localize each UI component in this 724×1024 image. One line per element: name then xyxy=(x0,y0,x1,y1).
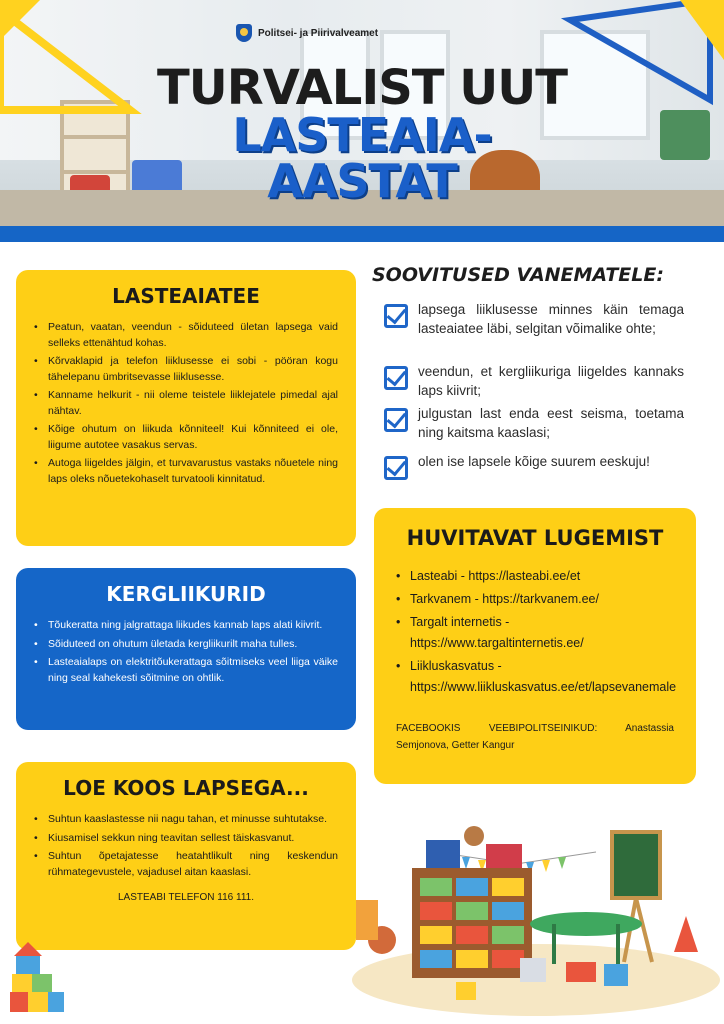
toy-blocks-icon xyxy=(8,938,68,1018)
page-title-line2 xyxy=(0,108,724,208)
recommendation-item xyxy=(384,404,684,442)
header-divider xyxy=(0,226,724,242)
page-title-line2-text: LASTEAIA- xyxy=(232,108,492,162)
helpline-phone: LASTEABI TELEFON 116 111. xyxy=(118,892,254,903)
list-item: • Sõiduteed on ohutum ületada kergliikurilt maha tulles. xyxy=(34,637,338,653)
card-lasteaiatee xyxy=(16,270,356,546)
card-heading: KERGLIIKURID xyxy=(106,582,266,606)
header-banner xyxy=(0,0,724,228)
recommendation-text: lapsega liiklusesse minnes käin temaga lasteaiatee läbi, selgitan võimalike ohte; xyxy=(418,302,684,336)
recommendation-item xyxy=(384,452,684,480)
facebook-contacts: FACEBOOKIS VEEBIPOLITSEINIKUD: Anastassia Semjonova, Getter Kangur xyxy=(396,723,674,751)
checkbox-check-icon xyxy=(384,456,408,480)
card-list xyxy=(34,320,338,487)
police-shield-icon xyxy=(236,24,252,42)
recommendations-heading: SOOVITUSED VANEMATELE: xyxy=(372,264,664,286)
list-item: • Kanname helkurit - nii oleme teistele liiklejatele pimedal ajal nähtav. xyxy=(34,388,338,419)
list-item: • Kõige ohutum on liikuda kõnniteel! Kui kõnniteed ei ole, liigume autotee vasakus servas. xyxy=(34,422,338,453)
recommendation-item xyxy=(384,300,684,338)
list-item: • Peatun, vaatan, veendun - sõiduteed ületan lapsega vaid selleks ettenähtud kohas. xyxy=(34,320,338,351)
card-heading: LASTEAIATEE xyxy=(112,284,260,308)
agency-name: Politsei- ja Piirivalveamet xyxy=(258,27,379,39)
list-item: • Tõukeratta ning jalgrattaga liikudes kannab laps alati kiivrit. xyxy=(34,618,338,634)
list-item: • Suhtun kaaslastesse nii nagu tahan, et minusse suhtutakse. xyxy=(34,812,338,828)
checkbox-check-icon xyxy=(384,366,408,390)
recommendation-item xyxy=(384,362,684,400)
recommendation-text: veendun, et kergliikuriga liigeldes kannaks laps kiivrit; xyxy=(418,364,684,398)
list-item: • Kiusamisel sekkun ning teavitan sellest täiskasvanut. xyxy=(34,831,338,847)
recommendation-text: olen ise lapsele kõige suurem eeskuju! xyxy=(418,454,650,469)
card-heading: HUVITAVAT LUGEMIST xyxy=(406,526,664,550)
page-title-line3-text: AASTAT xyxy=(267,154,457,208)
list-item: • Autoga liigeldes jälgin, et turvavarustus vastaks nõuetele ning laps oleks nõuetekohaselt turvatooli kinnitatud. xyxy=(34,456,338,487)
reading-link[interactable]: • Lasteabi - https://lasteabi.ee/et xyxy=(396,566,674,587)
agency-logo xyxy=(236,24,378,42)
card-list xyxy=(34,812,338,880)
reading-link[interactable]: • Liikluskasvatus - https://www.liikluskasvatus.ee/et/lapsevanemale xyxy=(396,656,674,698)
card-loe-koos-lapsega xyxy=(16,762,356,950)
card-huvitavat-lugemist xyxy=(374,508,696,784)
list-item: • Lasteaialaps on elektritõukerattaga sõitmiseks veel liiga väike ning seal kahekesti sõitmine on ohtlik. xyxy=(34,655,338,686)
classroom-illustration-icon xyxy=(336,812,720,1018)
reading-links-list xyxy=(396,566,677,698)
recommendation-text: julgustan last enda eest seisma, toetama ning kaitsma kaaslasi; xyxy=(418,406,684,440)
card-list xyxy=(34,618,338,686)
checkbox-check-icon xyxy=(384,408,408,432)
card-kergliikurid xyxy=(16,568,356,730)
reading-link[interactable]: • Targalt internetis - https://www.targaltinternetis.ee/ xyxy=(396,612,674,654)
reading-link[interactable]: • Tarkvanem - https://tarkvanem.ee/ xyxy=(396,589,674,610)
list-item: • Kõrvaklapid ja telefon liiklusesse ei sobi - pööran kogu tähelepanu ümbritsevasse liiklusesse. xyxy=(34,354,338,385)
checkbox-check-icon xyxy=(384,304,408,328)
list-item: • Suhtun õpetajatesse heatahtlikult ning keskendun rühmategevustele, vajadusel aitan kaaslasi. xyxy=(34,849,338,880)
page-title-line1: TURVALIST UUT xyxy=(157,60,567,116)
card-heading: LOE KOOS LAPSEGA... xyxy=(63,776,309,800)
